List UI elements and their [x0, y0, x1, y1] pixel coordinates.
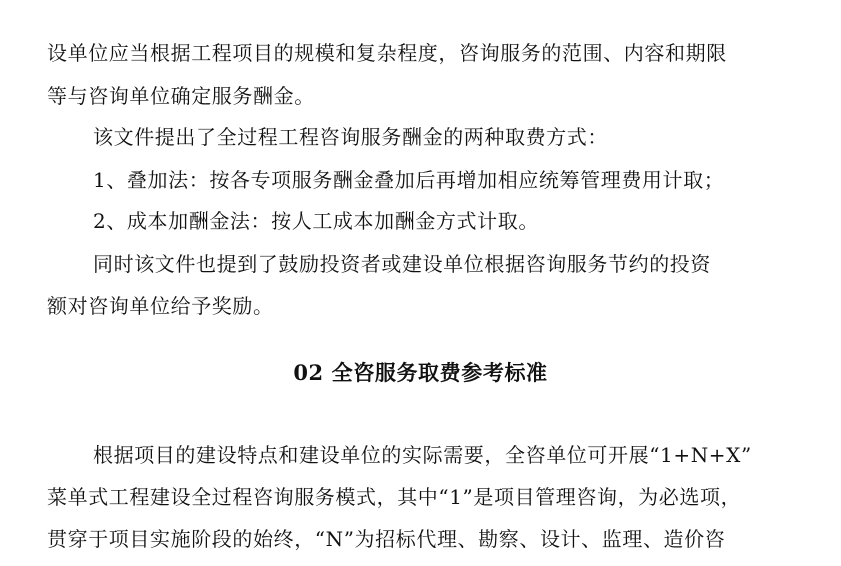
paragraph-line: 额对咨询单位给予奖励。 [47, 294, 274, 318]
paragraph-line: 贯穿于项目实施阶段的始终，“N”为招标代理、勘察、设计、监理、造价咨 [47, 527, 726, 551]
paragraph-line: 设单位应当根据工程项目的规模和复杂程度，咨询服务的范围、内容和期限 [47, 41, 727, 65]
paragraph-line: 同时该文件也提到了鼓励投资者或建设单位根据咨询服务节约的投资 [93, 252, 711, 276]
list-item-overlay-method: 1、叠加法：按各专项服务酬金叠加后再增加相应统筹管理费用计取； [93, 168, 725, 192]
list-item-cost-plus-method: 2、成本加酬金法：按人工成本加酬金方式计取。 [93, 209, 539, 233]
section-heading: 02 全咨服务取费参考标准 [293, 360, 548, 385]
paragraph-line: 该文件提出了全过程工程咨询服务酬金的两种取费方式： [93, 125, 608, 149]
paragraph-line: 等与咨询单位确定服务酬金。 [47, 84, 315, 108]
paragraph-line: 菜单式工程建设全过程咨询服务模式，其中“1”是项目管理咨询，为必选项， [47, 485, 742, 509]
paragraph-line: 根据项目的建设特点和建设单位的实际需要，全咨单位可开展“1+N+X” [93, 443, 752, 467]
